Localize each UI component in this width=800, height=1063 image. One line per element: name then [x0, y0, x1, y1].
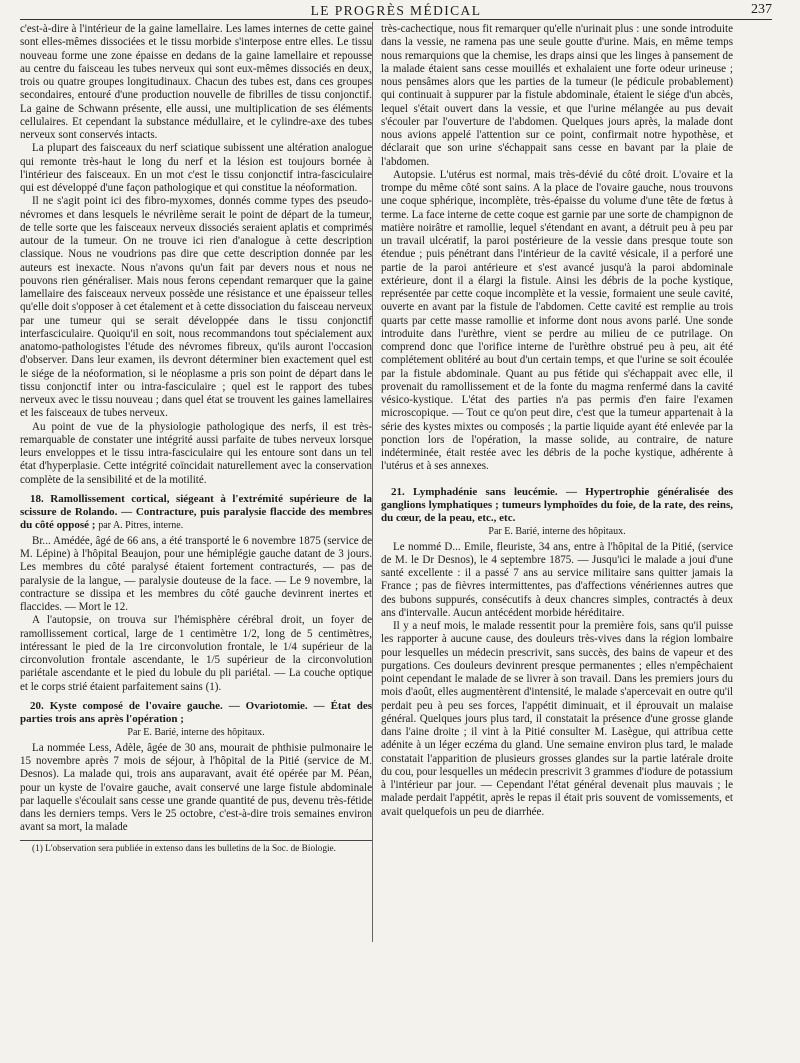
left-column [20, 23, 372, 855]
article-20-title: 20. Kyste composé de l'ovaire gauche. — Ovariotomie. — État des parties trois ans après l'opération ; [20, 699, 372, 725]
right-column [381, 23, 733, 819]
article-21-byline: Par E. Barié, interne des hôpitaux. [488, 525, 626, 537]
paragraph: c'est-à-dire à l'intérieur de la gaine lamellaire. Les lames internes de cette gaine sont elles-mêmes dissociées et le tissu morbide s'interpose entre elles. Le tissu nouveau forme une zone épaisse en dedans de la gaine lamellaire et repousse au centre du faisceau les tubes nerveux qui sont eux-mêmes dissociés en deux, trois ou quatre groupes longitudinaux. Chacun des tubes est, dans ces groupes secondaires, entouré d'une production nouvelle de fibrilles de tissu conjonctif. La gaine de Schwann présente, elle aussi, une multiplication de ses éléments cellulaires. Et cependant la substance médullaire, et le cylindre-axe des tubes nerveux sont conservés intacts. [20, 23, 372, 141]
paragraph: Autopsie. L'utérus est normal, mais très-dévié du côté droit. L'ovaire et la trompe du même côté sont sains. A la place de l'ovaire gauche, nous trouvons une coque sphérique, incomplète, très-épaisse du volume d'une tête de fœtus à terme. La face interne de cette coque est garnie par une sorte de champignon de matière noirâtre et ramollie, lequel s'étendant en avant, a détruit peu à peu par un travail ulcératif, la paroi postérieure de la vessie dans presque toute son étendue ; puis pénétrant dans l'intérieur de la cavité vésicale, il a perforé une partie de la paroi antérieure et s'est avancé jusqu'à la paroi abdominale extérieure, dont il a élargi la fistule. Ainsi les débris de la poche kystique, représentée par cette coque incomplète et la vessie, formaient une seule cavité, ouverte en avant par la fistule de l'abdomen. Cette cavité est remplie au trois quarts par cette masse ramollie et informe dont nous avons parlé. Une sonde introduite dans l'urèthre, vient se perdre au milieu de ce putrilage. On comprend donc que l'orifice interne de l'urèthre obstrué peu à peu, ait été complétement oblitéré au bout d'un certain temps, et que l'urine se soit écoulée par la fistule abdominale. Quant au pus fétide qui s'échappait avec elle, il provenait du ramollissement et de la fonte du magma renfermé dans la cavité vésico-kystique. L'état des parties n'a pas permis d'en faire l'examen microscopique. — Tout ce qu'on peut dire, c'est que la tumeur appartenait à la série des kystes mixtes ou composés ; la partie liquide ayant été enlevée par la ponction lors de l'opération, la masse solide, au contraire, de nature indéterminée, était restée avec les débris de la poche kystique, adhérente à l'utérus et à ses annexes. [381, 168, 733, 473]
paragraph: Il y a neuf mois, le malade ressentit pour la première fois, sans qu'il puisse les rapporter à aucune cause, des douleurs très-vives dans la région lombaire pour lesquelles un médecin prescrivit, sans succès, des bains de vapeur et des purgations. Ces douleurs devinrent presque permanentes ; elles n'empêchaient point cependant le malade de se livrer à son travail. Dans les premiers jours du mois d'août, elles augmentèrent d'intensité, le malade s'apercevait en outre qu'il perdait peu à peu ses forces, l'appétit diminuait, et il éprouvait un malaise général. Quelques jours plus tard, il constatait la présence d'une grosse glande dans l'aine droite ; il vint à la Pitié consulter M. Lasègue, qui attribua cette adénite à un léger eczéma du gland. Une semaine environ plus tard, le malade constatait l'apparition de plusieurs grosses glandes sur la partie latérale droite du cou, pour lesquelles un médecin prescrivit 3 grammes d'iodure de potassium à l'intérieur par jour. — Cependant l'état général devenait plus mauvais ; le malade perdait l'appétit, après le repas il était pris souvent de vomissements, et avait quelquefois un peu de diarrhée. [381, 620, 733, 818]
footnote: (1) L'observation sera publiée in extenso dans les bulletins de la Soc. de Biologie. [32, 843, 337, 854]
article-20-byline: Par E. Barié, interne des hôpitaux. [127, 726, 265, 738]
paragraph: très-cachectique, nous fit remarquer qu'elle n'urinait plus : une sonde introduite dans la vessie, ne ramena pas une seule goutte d'urine. Mais, en même temps nous remarquions que la chemise, les draps ainsi que les linges à pansement de la malade étaient sans cesse mouillés et exhalaient une forte odeur urineuse ; nous pensâmes alors que les parties de la tumeur (le pédicule probablement) qui continuait à suppurer par la fistule abdominale, étaient le siége d'un abcès, lequel s'était ouvert dans la vessie, et que l'urine mélangée au pus devait s'écouler par l'ouverture de l'abdomen. Quelques jours après, la malade dont nous avions appelé l'attention sur ce point, confirmait notre hypothèse, et déclarait que son urine s'échappait sans cesse en bavant par la plaie de l'abdomen. [381, 23, 733, 168]
article-18-byline: par A. Pitres, interne. [98, 519, 184, 531]
page-number: 237 [751, 2, 772, 17]
header-rule [20, 19, 772, 20]
paragraph: A l'autopsie, on trouva sur l'hémisphère cérébral droit, un foyer de ramollissement cortical, large de 1 centimètre 1/2, long de 5 centimètres, intéressant le pied de la 1re circonvolution frontale, le 1/4 supérieur de la circonvolution frontale ascendante, le 1/5 supérieur de la circonvolution pariétale ascendante et le pied du lobule du pli pariétal. — La couche optique et le corps strié étaient parfaitement sains (1). [20, 614, 372, 693]
paragraph: Au point de vue de la physiologie pathologique des nerfs, il est très-remarquable de constater une intégrité aussi parfaite de tubes nerveux lorsque leurs enveloppes et le tissu intra-fasciculaire qui les entoure sont dans un tel état d'hyperplasie. Cette intégrité coïncidait naturellement avec la conservation complète de la sensibilité et de la motilité. [20, 420, 372, 486]
paragraph: Il ne s'agit point ici des fibro-myxomes, donnés comme types des pseudo-névromes et dans lesquels le névrilème serait le point de départ de la tumeur, de telle sorte que les faisceaux nerveux dissociés seraient aplatis et comprimés autour de la tumeur. On ne trouve ici rien d'analogue à cette description classique. Nous ne voudrions pas dire que cette description donnée par les auteurs est inexacte. Nous n'avons qu'un fait par devers nous et nous ne pouvons rien généraliser. Mais nous ferons cependant remarquer que la gaine lamellaire des faisceaux nerveux possède une résistance et une épaisseur telles qu'elle doit s'opposer à cet étalement et à cette dissociation du faisceau nerveux par une tumeur qui se serait développée dans le tissu conjonctif interfasciculaire. Quoiqu'il en soit, nous recommandons tout spécialement aux anatomo-pathologistes l'étude des névromes fibreux, qu'ils auront l'occasion d'observer. Dans leur examen, ils devront déterminer bien exactement quel est le siége de la néoformation, si le néoplasme a pris son point de départ dans le tissu conjonctif inter ou intra-fasciculaire ; quel est le rapport des tubes nerveux avec le tissu nouveau ; dans quel état se trouvent les gaines lamellaires et les faisceaux de tubes nerveux. [20, 195, 372, 420]
paragraph: La plupart des faisceaux du nerf sciatique subissent une altération analogue qui remonte très-haut le long du nerf et la lésion est toujours bornée à l'intérieur des faisceaux. En un mot c'est le tissu conjonctif intra-fasciculaire qui est développé d'une façon pathologique et qui constitue la néoformation. [20, 142, 372, 194]
page-header [20, 2, 772, 18]
article-18-title: 18. Ramollissement cortical, siégeant à l'extrémité supérieure de la scissure de Rolando. — Contracture, puis paralysie flaccide des membres du côté opposé ; par A. Pitres, interne. [20, 492, 372, 531]
column-divider [372, 22, 373, 942]
footnote-rule [20, 840, 372, 841]
paragraph: Br... Amédée, âgé de 66 ans, a été transporté le 6 novembre 1875 (service de M. Lépine) à l'hôpital Beaujon, pour une hémiplégie gauche datant de 3 jours. Les membres du côté paralysé étaient fortement contracturés, — pas de paralysie de la langue, — paralysie douteuse de la face. — Le 9 novembre, la contracture se dissipa et les membres du côté gauche devinrent inertes et flaccides. — Mort le 12. [20, 534, 372, 613]
running-title: LE PROGRÈS MÉDICAL [310, 3, 482, 18]
paragraph: Le nommé D... Emile, fleuriste, 34 ans, entre à l'hôpital de la Pitié, (service de M. le Dr Desnos), le 4 septembre 1875. — Jusqu'ici le malade a joui d'une santé excellente : il a passé 7 ans au service militaire sans quitter jamais la France ; pas de fièvres intermittentes, pas d'affections vénériennes autres que des bubons suppurés, consécutifs à deux chancres simples, contractés à deux ans d'intervalle. Aucun antécédent morbide héréditaire. [381, 540, 733, 619]
paragraph: La nommée Less, Adèle, âgée de 30 ans, mourait de phthisie pulmonaire le 15 novembre après 7 mois de séjour, à l'hôpital de la Pitié (service de M. Desnos). La malade qui, trois ans auparavant, avait été opérée par M. Péan, pour un kyste de l'ovaire gauche, avait conservé une large fistule abdominale par laquelle s'écoulait sans cesse une grande quantité de pus, devenu très-fétide dans les derniers temps. Vers le 25 octobre, c'est-à-dire trois semaines environ avant sa mort, la malade [20, 741, 372, 834]
article-21-title: 21. Lymphadénie sans leucémie. — Hypertrophie généralisée des ganglions lymphatiques ; tumeurs lymphoïdes du foie, de la rate, des reins, du cœur, de la peau, etc., etc. [381, 485, 733, 524]
